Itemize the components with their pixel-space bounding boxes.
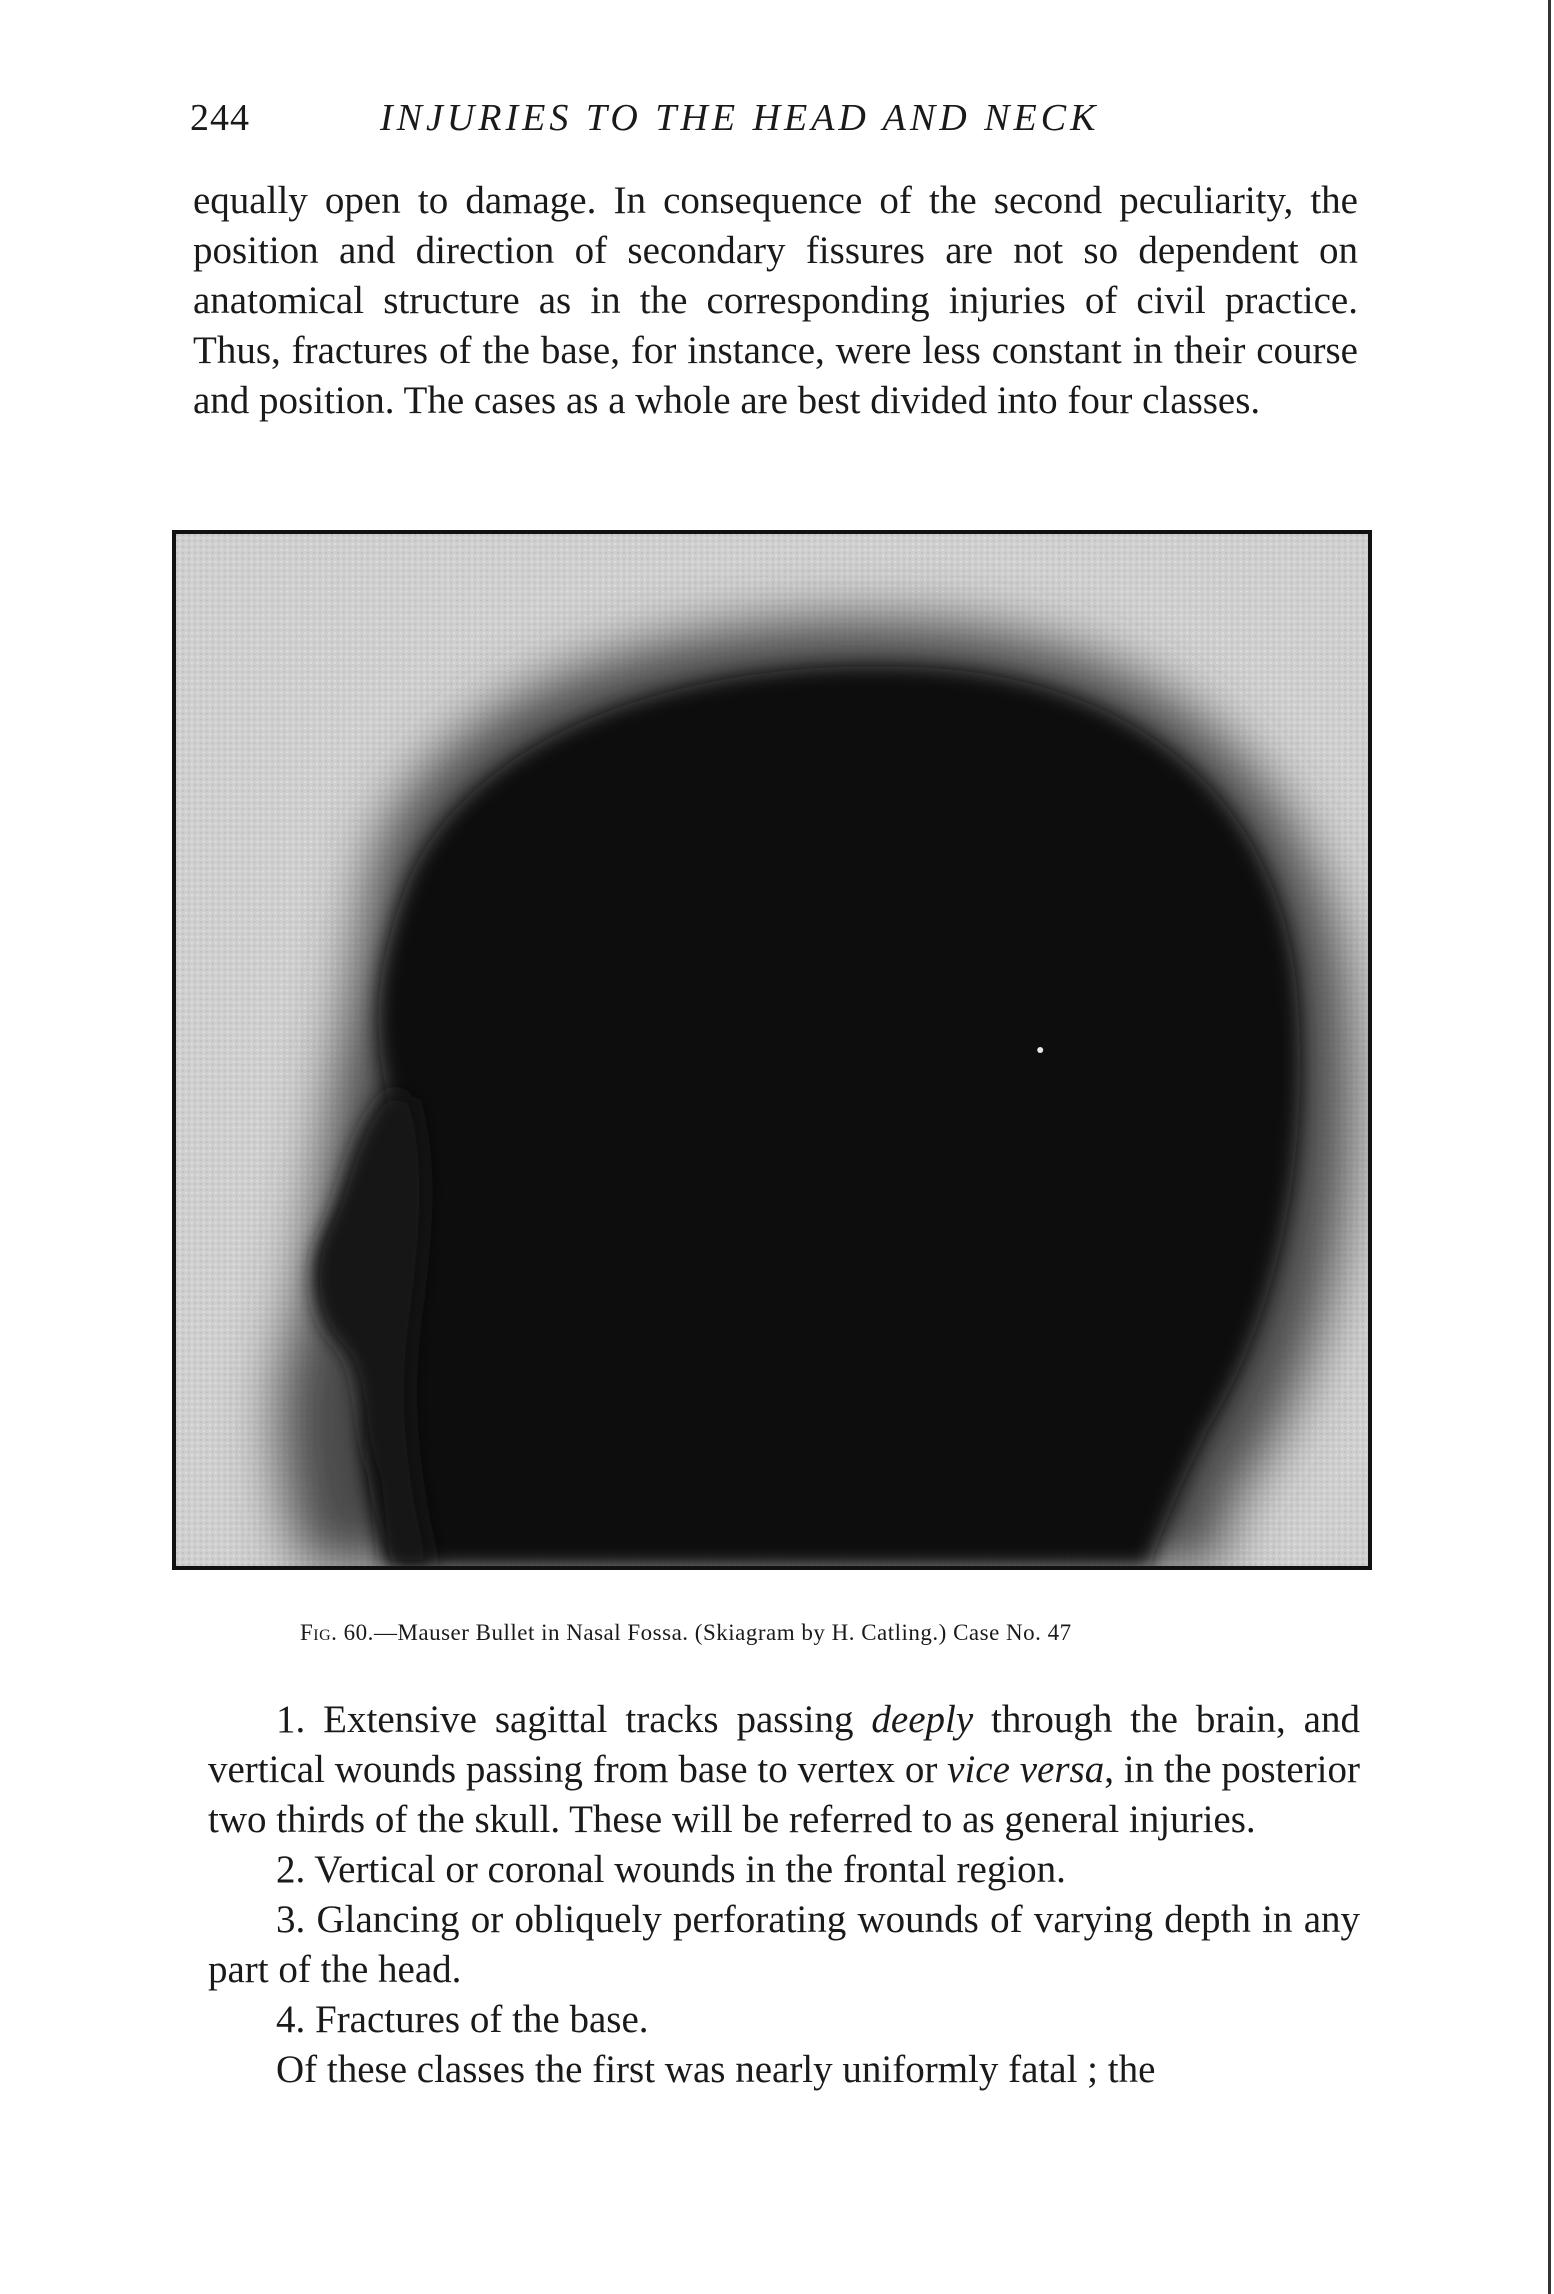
list-item <box>208 1845 1360 1895</box>
list-item <box>208 1695 1360 1845</box>
list-item-number: 1. <box>276 1698 306 1741</box>
list-item <box>208 1995 1360 2045</box>
closing-line: Of these classes the first was nearly uniformly fatal ; the <box>276 2048 1156 2091</box>
page-header <box>190 96 1360 156</box>
list-item-text: , in the posterior two thirds of the skull. These will be referred to as general injuries. <box>208 1748 1361 1841</box>
page-edge-line <box>1548 0 1551 2294</box>
list-item-number: 3. <box>276 1898 306 1941</box>
figure-label: Fig. 60. <box>300 1620 374 1645</box>
emphasis-text: deeply <box>871 1698 974 1741</box>
list-item-text: Glancing or obliquely perforating wounds of varying depth in any part of the head. <box>208 1898 1361 1991</box>
figure-caption <box>300 1620 1072 1646</box>
classes-list <box>208 1695 1360 2095</box>
figure-caption-text: —Mauser Bullet in Nasal Fossa. (Skiagram by H. Catling.) Case No. 47 <box>373 1620 1072 1645</box>
x-ray-image <box>176 534 1368 1566</box>
list-item-number: 4. <box>276 1998 306 2041</box>
list-item-text: Extensive sagittal tracks passing <box>323 1698 872 1741</box>
emphasis-text: vice versa <box>947 1748 1105 1791</box>
running-title: INJURIES TO THE HEAD AND NECK <box>380 97 1100 139</box>
list-item-text: through the brain, and vertical wounds passing from base to vertex or <box>208 1698 1360 1791</box>
page-number: 244 <box>190 97 250 139</box>
list-item-number: 2. <box>276 1848 306 1891</box>
list-item-text: Vertical or coronal wounds in the frontal region. <box>314 1848 1066 1891</box>
list-item <box>208 1895 1360 1995</box>
list-item-text: Fractures of the base. <box>315 1998 649 2041</box>
intro-paragraph: equally open to damage. In consequence of the second peculiarity, the position and direction of secondary fissures are not so dependent on anatomical structure as in the corresponding injuries of civil practice. Thus, fractures of the base, for instance, were less constant in their course and position. The cases as a whole are best divided into four classes. <box>193 179 1358 422</box>
skiagram-figure <box>172 530 1372 1570</box>
